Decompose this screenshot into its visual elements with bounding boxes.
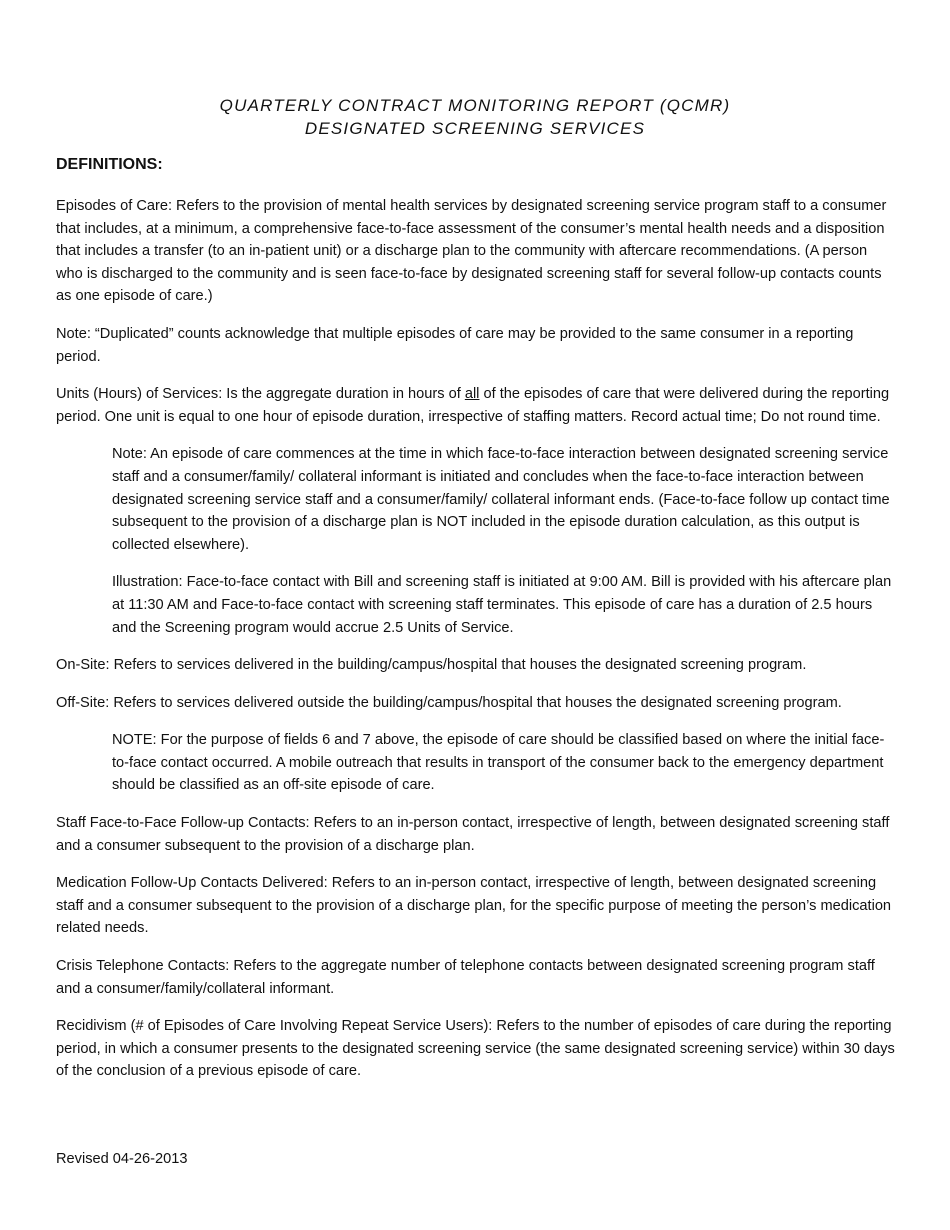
definition-units — [56, 383, 896, 428]
note-episode: Note: An episode of care commences at the time in which face-to-face interaction between designated screening service staff and a consumer/family/ collateral informant is initiated and concludes when the face-to-face interaction between designated screening service staff and a consumer/family/ collateral informant ends. (Face-to-face follow up contact time subsequent to the provision of a discharge plan is NOT included in the episode duration calculation, as this output is collected elsewhere). — [112, 446, 890, 553]
definition-recidivism: Recidivism (# of Episodes of Care Involving Repeat Service Users): Refers to the number of episodes of care during the reporting period, in which a consumer presents to the designated screening service (the same designated screening service) within 30 days of the conclusion of a previous episode of care. — [56, 1018, 895, 1080]
units-text-before: Units (Hours) of Services: Is the aggregate duration in hours of — [56, 386, 465, 403]
units-text-underlined: all — [464, 386, 480, 403]
definition-crisis-telephone: Crisis Telephone Contacts: Refers to the aggregate number of telephone contacts between designated screening program staff and a consumer/family/collateral informant. — [56, 958, 875, 997]
title-line-2: DESIGNATED SCREENING SERVICES — [304, 119, 646, 138]
definition-on-site: On-Site: Refers to services delivered in the building/campus/hospital that houses the designated screening program. — [56, 657, 807, 674]
note-duplicated: Note: “Duplicated” counts acknowledge that multiple episodes of care may be provided to the same consumer in a reporting period. — [56, 325, 854, 365]
units-text-after: of the episodes of care that were delivered during the reporting period. One unit is equal to one hour of episode duration, irrespective of staffing matters. Record actual time; Do not round time. — [56, 386, 890, 425]
revised-date: Revised 04-26-2013 — [56, 1151, 188, 1167]
definition-staff-follow-up: Staff Face-to-Face Follow-up Contacts: Refers to an in-person contact, irrespective of length, between designated screening staff and a consumer subsequent to the provision of a discharge plan. — [56, 815, 890, 854]
definition-medication-follow-up: Medication Follow-Up Contacts Delivered: Refers to an in-person contact, irrespective of length, between designated screening staff and a consumer subsequent to the provision of a discharge plan, for the specific purpose of meeting the person’s medication related needs. — [56, 875, 892, 937]
note-fields: NOTE: For the purpose of fields 6 and 7 above, the episode of care should be classified based on where the initial face-to-face contact occurred. A mobile outreach that results in transport of the consumer back to the emergency department should be classified as an off-site episode of care. — [112, 732, 885, 794]
definitions-heading: DEFINITIONS: — [56, 156, 163, 173]
definition-off-site: Off-Site: Refers to services delivered outside the building/campus/hospital that houses the designated screening program. — [56, 694, 842, 711]
title-line-1: QUARTERLY CONTRACT MONITORING REPORT (QCMR) — [219, 96, 731, 115]
illustration: Illustration: Face-to-face contact with Bill and screening staff is initiated at 9:00 AM. Bill is provided with his aftercare plan at 11:30 AM and Face-to-face contact with screening staff terminates. This episode of care has a duration of 2.5 hours and the Screening program would accrue 2.5 Units of Service. — [112, 574, 892, 636]
definition-episodes-of-care: Episodes of Care: Refers to the provision of mental health services by designated screening service program staff to a consumer that includes, at a minimum, a comprehensive face-to-face assessment of the consumer’s mental health needs and a disposition that includes a transfer (to an in-patient unit) or a discharge plan to the community with aftercare recommendations. (A person who is discharged to the community and is seen face-to-face by designated screening staff for several follow-up contacts counts as one episode of care.) — [56, 198, 887, 305]
report-title — [0, 94, 950, 140]
definitions-body — [56, 195, 896, 1098]
